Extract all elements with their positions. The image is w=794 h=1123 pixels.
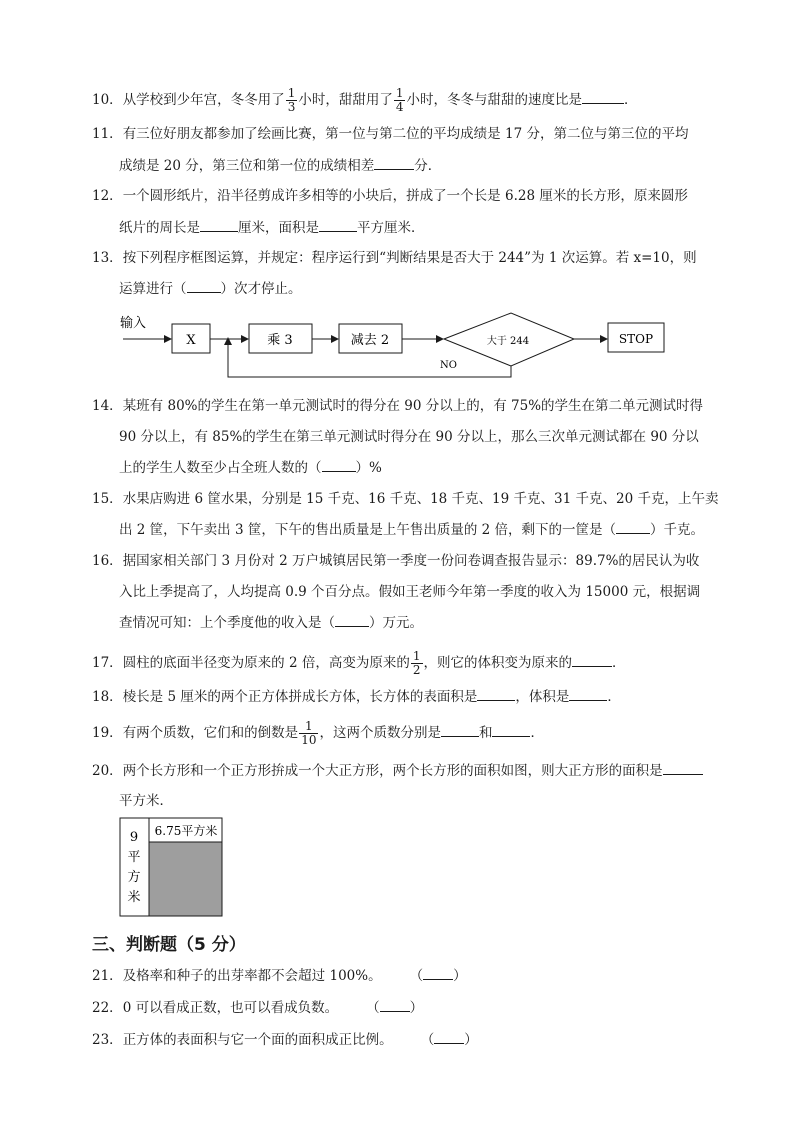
question-15: 15．水果店购进 6 筐水果，分别是 15 千克、16 千克、18 千克、19 千克、31 千克、20 千克，上午卖 [92, 491, 719, 507]
answer-blank[interactable] [582, 89, 624, 104]
left-rect-label: 9 [129, 830, 139, 845]
question-16-cont: 入比上季提高了，人均提高 0.9 个百分点。假如王老师今年第一季度的收入为 15000 元，根据调 [119, 584, 701, 600]
flow-stop-label: STOP [618, 332, 654, 346]
question-18: 18．棱长是 5 厘米的两个正方体拼成长方体，长方体的表面积是 ，体积是 ． [92, 686, 621, 707]
question-number: 12． [92, 188, 123, 204]
question-14-cont: 90 分以上，有 85%的学生在第三单元测试时得分在 90 分以上，那么三次单元测试都在 90 分以 [119, 429, 699, 445]
flow-subtract-label: 减去 2 [350, 333, 390, 348]
question-19: 19．有两个质数，它们和的倒数是 $\frac{1}{10}$ ，这两个质数分别是 和 ． [92, 719, 544, 747]
question-number: 20． [92, 763, 123, 779]
question-20-cont: 平方米． [119, 793, 173, 809]
question-16: 16．据国家相关部门 3 月份对 2 万户城镇居民第一季度一份问卷调查报告显示：89.7%的居民认为收 [92, 553, 700, 569]
flow-x-label: X [186, 333, 196, 348]
question-number: 16． [92, 553, 123, 569]
answer-blank[interactable] [374, 155, 414, 170]
fraction: $\frac{1}{3}$ [287, 86, 296, 114]
question-number: 19． [92, 725, 123, 741]
left-rect-label: 平 [127, 850, 141, 865]
question-number: 21． [92, 968, 123, 984]
answer-blank[interactable] [434, 1030, 464, 1050]
answer-blank[interactable] [441, 722, 479, 737]
section-title: 三、判断题（5 分） [92, 935, 246, 955]
question-22: 22．0 可以看成正数，也可以看成负数。 （ ） [92, 1000, 424, 1016]
question-20: 20．两个长方形和一个正方形拚成一个大正方形，两个长方形的面积如图，则大正方形的面积是 [92, 760, 703, 781]
question-11: 11．有三位好朋友都参加了绘画比赛，第一位与第二位的平均成绩是 17 分，第二位与第三位的平均 [92, 126, 689, 142]
question-10: 10．从学校到少年宫，冬冬用了 $\frac{1}{3}$ 小时，甜甜用了 $\frac{1}{4}$ 小时，冬冬与甜甜的速度比是 ． [92, 86, 638, 114]
question-21: 21．及格率和种子的出芽率都不会超过 100%。 （ ） [92, 968, 467, 984]
question-11-cont: 成绩是 20 分，第三位和第一位的成绩相差 分． [119, 155, 441, 176]
question-23: 23．正方体的表面积与它一个面的面积成正比例。 （ ） [92, 1032, 478, 1048]
question-number: 10． [92, 92, 123, 108]
question-12: 12．一个圆形纸片，沿半径剪成许多相等的小块后，拼成了一个长是 6.28 厘米的长方形，原来圆形 [92, 188, 688, 204]
flow-no-label: NO [440, 360, 457, 371]
question-number: 15． [92, 491, 123, 507]
left-rect-label: 米 [127, 890, 141, 905]
answer-blank[interactable] [380, 998, 410, 1018]
question-number: 23． [92, 1032, 123, 1048]
answer-blank[interactable] [572, 652, 612, 667]
question-13-cont: 运算进行（ ）次才停止。 [119, 281, 302, 297]
question-number: 13． [92, 250, 123, 266]
flow-decision-label: 大于 244 [486, 336, 530, 347]
flow-input-label: 输入 [120, 316, 147, 331]
question-number: 14． [92, 398, 123, 414]
question-number: 11． [92, 126, 123, 142]
answer-blank[interactable] [319, 217, 357, 232]
question-16-cont: 查情况可知：上个季度他的收入是（ ）万元。 [119, 615, 423, 631]
flowchart [115, 310, 675, 385]
question-number: 17． [92, 655, 123, 671]
answer-blank[interactable] [423, 966, 453, 986]
question-14: 14．某班有 80%的学生在第一单元测试时的得分在 90 分以上的，有 75%的学生在第二单元测试时得 [92, 398, 704, 414]
answer-blank[interactable] [477, 686, 515, 701]
top-rect-label: 6.75平方米 [154, 824, 218, 838]
answer-blank[interactable] [569, 686, 607, 701]
question-number: 18． [92, 689, 123, 705]
question-13: 13．按下列程序框图运算，并规定：程序运行到“判断结果是否大于 244”为 1 次运算。若 x=10，则 [92, 250, 697, 266]
answer-blank[interactable] [322, 458, 356, 478]
question-number: 22． [92, 1000, 123, 1016]
answer-blank[interactable] [492, 722, 530, 737]
fraction: $\frac{1}{2}$ [412, 649, 421, 677]
answer-blank[interactable] [335, 613, 369, 633]
fraction: $\frac{1}{4}$ [395, 86, 404, 114]
answer-blank[interactable] [200, 217, 238, 232]
answer-blank[interactable] [187, 279, 221, 299]
answer-blank[interactable] [616, 520, 650, 540]
answer-blank[interactable] [663, 760, 703, 775]
shaded-square [149, 842, 222, 916]
fraction: $\frac{1}{10}$ [301, 719, 317, 747]
question-17: 17．圆柱的底面半径变为原来的 2 倍，高变为原来的 $\frac{1}{2}$ ，则它的体积变为原来的 ． [92, 649, 626, 677]
question-15-cont: 出 2 筐，下午卖出 3 筐，下午的售出质量是上午售出质量的 2 倍，剩下的一筐是（ ）千克。 [119, 522, 705, 538]
square-area-figure [119, 817, 225, 919]
left-rect-label: 方 [127, 870, 141, 885]
question-12-cont: 纸片的周长是 厘米，面积是 平方厘米． [119, 217, 425, 238]
flow-multiply-label: 乘 3 [267, 333, 293, 348]
question-14-cont: 上的学生人数至少占全班人数的（ ）% [119, 460, 382, 476]
